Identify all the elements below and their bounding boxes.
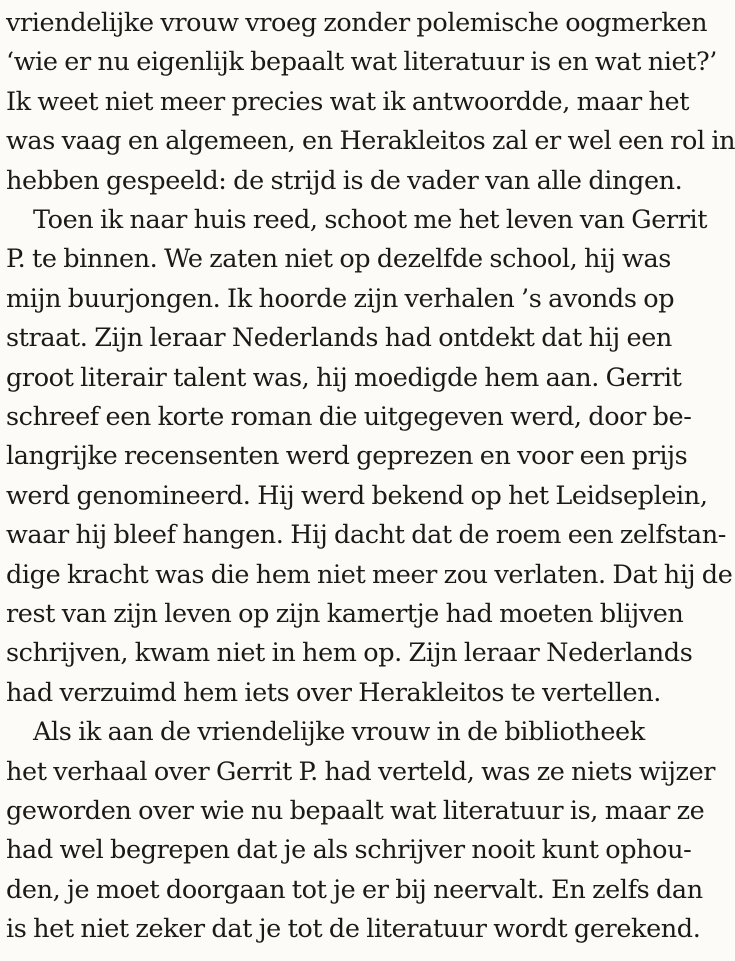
text-line: hebben gespeeld: de strijd is de vader van alle dingen. [6,166,683,196]
text-line: ‘wie er nu eigenlijk bepaalt wat literatuur is en wat niet?’ [6,47,717,77]
text-line: Toen ik naar huis reed, schoot me het leven van Gerrit [33,205,708,235]
text-line: Als ik aan de vriendelijke vrouw in de bibliotheek [33,717,645,747]
text-line: straat. Zijn leraar Nederlands had ontdekt dat hij een [6,323,672,353]
text-line: den, je moet doorgaan tot je er bij neervalt. En zelfs dan [6,875,703,905]
text-line: Ik weet niet meer precies wat ik antwoordde, maar het [6,87,690,117]
text-line: werd genomineerd. Hij werd bekend op het Leidseplein, [6,481,708,511]
text-line: was vaag en algemeen, en Herakleitos zal er wel een rol in [6,126,735,156]
text-line: langrijke recensenten werd geprezen en voor een prijs [6,441,688,471]
text-line: het verhaal over Gerrit P. had verteld, was ze niets wijzer [6,757,716,787]
text-line: vriendelijke vrouw vroeg zonder polemische oogmerken [6,8,708,38]
text-line: waar hij bleef hangen. Hij dacht dat de roem een zelfstan- [6,520,726,550]
text-line: geworden over wie nu bepaalt wat literatuur is, maar ze [6,796,705,826]
text-line: dige kracht was die hem niet meer zou verlaten. Dat hij de [6,560,733,590]
text-line: P. te binnen. We zaten niet op dezelfde school, hij was [6,244,671,274]
text-line: is het niet zeker dat je tot de literatuur wordt gerekend. [6,914,701,944]
text-line: schreef een korte roman die uitgegeven werd, door be- [6,402,692,432]
text-line: rest van zijn leven op zijn kamertje had moeten blijven [6,599,684,629]
text-line: mijn buurjongen. Ik hoorde zijn verhalen ’s avonds op [6,284,675,314]
text-line: schrijven, kwam niet in hem op. Zijn leraar Nederlands [6,638,693,668]
text-line: had wel begrepen dat je als schrijver nooit kunt ophou- [6,835,692,865]
text-line: had verzuimd hem iets over Herakleitos te vertellen. [6,678,661,708]
text-line: groot literair talent was, hij moedigde hem aan. Gerrit [6,363,682,393]
